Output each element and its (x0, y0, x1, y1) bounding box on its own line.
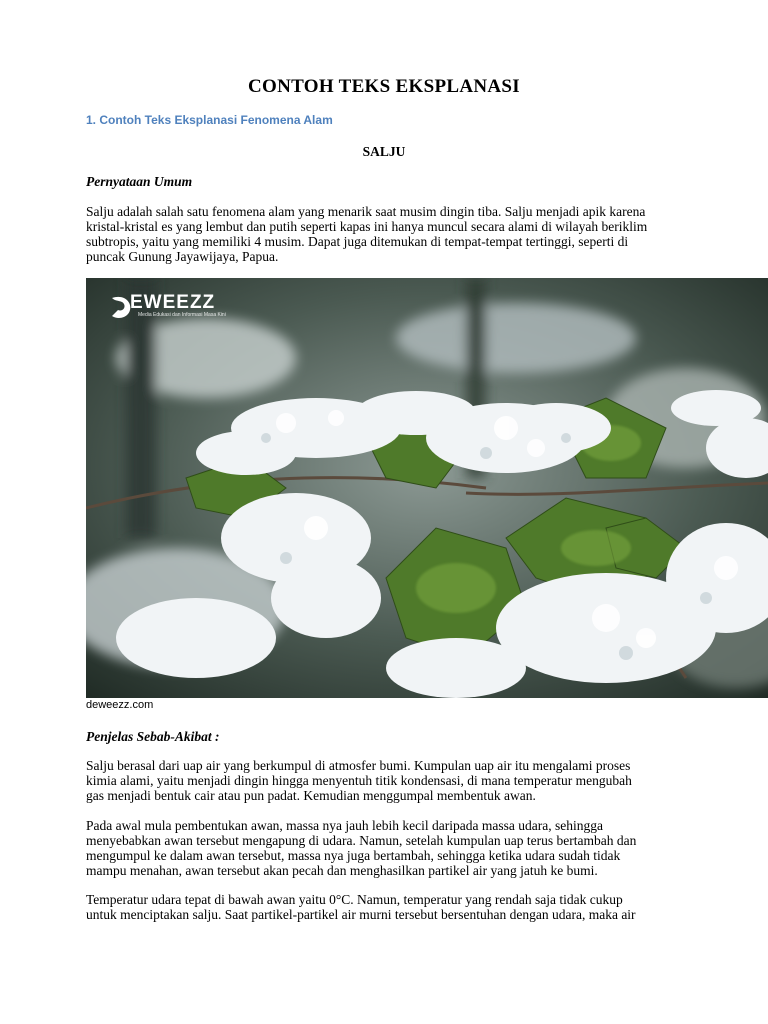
text-line: puncak Gunung Jayawijaya, Papua. (86, 249, 279, 264)
document-title: CONTOH TEKS EKSPLANASI (248, 76, 520, 97)
text-line: subtropis, yaitu yang memiliki 4 musim. Dapat juga ditemukan di tempat-tempat tertinggi, seperti di (86, 234, 629, 249)
paragraph-2 (86, 818, 686, 878)
text-line: mampu menahan, awan tersebut akan pecah dan menghasilkan partikel air yang jatuh ke bumi. (86, 863, 598, 878)
snow-leaves-photo (86, 278, 768, 698)
general-statement-heading: Pernyataan Umum (86, 174, 193, 189)
watermark-logo (108, 292, 226, 318)
paragraph-3 (86, 892, 686, 922)
text-line: menyebabkan awan tersebut mengapung di udara. Namun, setelah kumpulan uap terus bertambah dan (86, 833, 637, 848)
text-line: kimia alami, yaitu menjadi dingin hingga menyentuh titik kondensasi, di mana temperatur mengubah (86, 773, 632, 788)
text-line: mengumpul ke dalam awan tersebut, massa nya juga bertambah, sehingga ketika udara sudah tidak (86, 848, 621, 863)
text-line: Temperatur udara tepat di bawah awan yaitu 0°C. Namun, temperatur yang rendah saja tidak cukup (86, 892, 623, 907)
logo-tagline: Media Edukasi dan Informasi Masa Kini (138, 312, 226, 318)
text-line: Pada awal mula pembentukan awan, massa nya jauh lebih kecil daripada massa udara, sehingga (86, 818, 603, 833)
general-statement-paragraph (86, 204, 686, 264)
paragraph-1 (86, 758, 686, 803)
text-line: gas menjadi bentuk cair atau pun padat. Kemudian menggumpal membentuk awan. (86, 788, 536, 803)
logo-wordmark: EWEEZZ (130, 292, 216, 313)
subheading: 1. Contoh Teks Eksplanasi Fenomena Alam (86, 113, 333, 127)
text-line: kristal-kristal es yang lembut dan putih seperti kapas ini hanya muncul secara alami di wilayah beriklim (86, 219, 648, 234)
cause-effect-heading: Penjelas Sebab-Akibat : (86, 729, 220, 744)
text-line: Salju adalah salah satu fenomena alam yang menarik saat musim dingin tiba. Salju menjadi apik karena (86, 204, 646, 219)
text-line: Salju berasal dari uap air yang berkumpul di atmosfer bumi. Kumpulan uap air itu mengalami proses (86, 758, 631, 773)
photo-illustration (86, 278, 768, 698)
image-caption: deweezz.com (86, 699, 154, 711)
text-line: untuk menciptakan salju. Saat partikel-partikel air murni tersebut bersentuhan dengan udara, maka air (86, 907, 636, 922)
section-title: SALJU (362, 144, 406, 159)
